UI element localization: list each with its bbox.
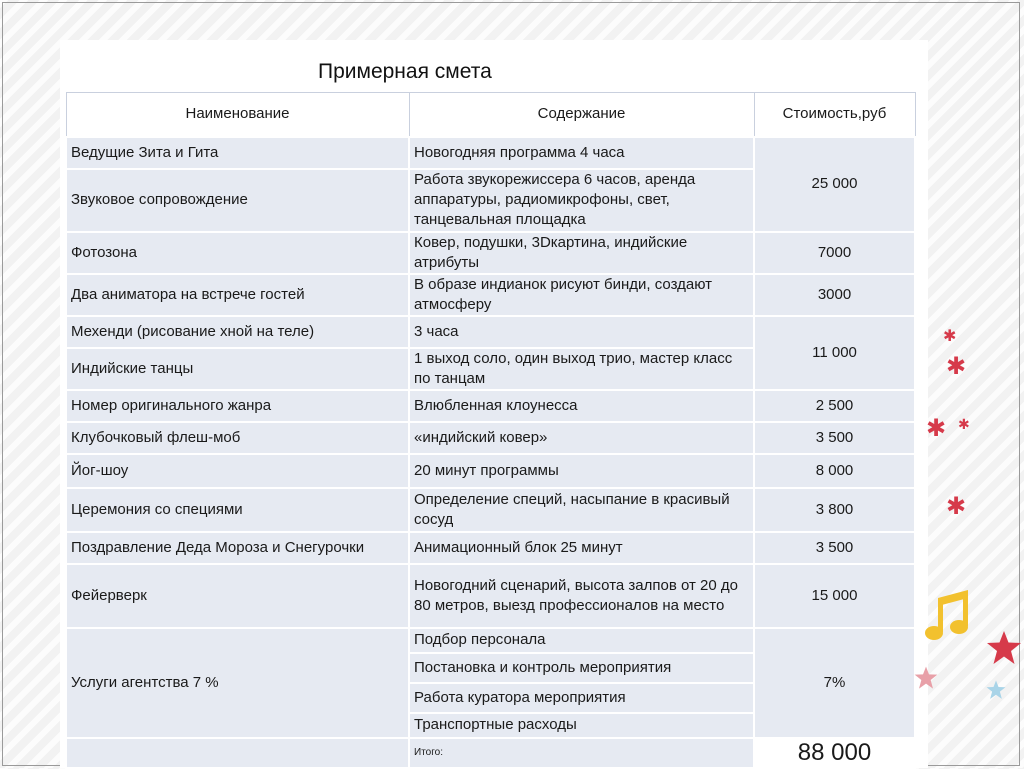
asterisk-icon: ✱	[926, 414, 947, 442]
table-row	[66, 532, 915, 564]
agency-item: Транспортные расходы	[409, 713, 754, 738]
table-row	[66, 137, 915, 169]
total-row	[66, 738, 915, 768]
row-content: Работа звукорежиссера 6 часов, аренда аппаратуры, радиомикрофоны, свет, танцевальная площадка	[409, 169, 754, 232]
row-content: В образе индианок рисуют бинди, создают атмосферу	[409, 274, 754, 316]
row-name: Поздравление Деда Мороза и Снегурочки	[66, 532, 409, 564]
agency-item: Работа куратора мероприятия	[409, 683, 754, 713]
estimate-table	[65, 92, 916, 769]
row-cost: 15 000	[754, 564, 915, 628]
row-content: Новогодняя программа 4 часа	[409, 137, 754, 169]
row-cost: 3 500	[754, 532, 915, 564]
asterisk-icon: ✱	[958, 417, 970, 433]
row-content: 3 часа	[409, 316, 754, 348]
total-label: Итого:	[409, 738, 754, 768]
row-cost: 25 000	[754, 137, 915, 232]
table-row	[66, 316, 915, 348]
row-cost: 3000	[754, 274, 915, 316]
asterisk-icon: ✱	[943, 326, 957, 345]
row-name: Йог-шоу	[66, 454, 409, 488]
row-content: «индийский ковер»	[409, 422, 754, 454]
row-cost: 3 500	[754, 422, 915, 454]
total-empty-cell	[66, 738, 409, 768]
column-header-cost: Стоимость,руб	[754, 93, 915, 137]
asterisk-icon: ✱	[946, 492, 967, 520]
row-cost: 11 000	[754, 316, 915, 390]
table-row	[66, 454, 915, 488]
row-content: 1 выход соло, один выход трио, мастер класс по танцам	[409, 348, 754, 390]
table-row	[66, 628, 915, 653]
table-row	[66, 564, 915, 628]
row-name: Церемония со специями	[66, 488, 409, 532]
row-name: Два аниматора на встрече гостей	[66, 274, 409, 316]
row-name: Звуковое сопровождение	[66, 169, 409, 232]
row-content: Новогодний сценарий, высота залпов от 20 до 80 метров, выезд профессионалов на место	[409, 564, 754, 628]
agency-cost: 7%	[754, 628, 915, 738]
agency-item: Подбор персонала	[409, 628, 754, 653]
row-content: Определение специй, насыпание в красивый сосуд	[409, 488, 754, 532]
star-icon	[986, 630, 1022, 666]
table-row	[66, 274, 915, 316]
row-cost: 7000	[754, 232, 915, 274]
agency-item: Постановка и контроль мероприятия	[409, 653, 754, 683]
table-row	[66, 488, 915, 532]
row-name: Фейерверк	[66, 564, 409, 628]
table-row	[66, 422, 915, 454]
row-name: Мехенди (рисование хной на теле)	[66, 316, 409, 348]
column-header-content: Содержание	[409, 93, 754, 137]
row-name: Фотозона	[66, 232, 409, 274]
music-note-icon	[924, 586, 974, 646]
star-icon	[986, 680, 1006, 700]
row-name: Номер оригинального жанра	[66, 390, 409, 422]
row-content: Влюбленная клоунесса	[409, 390, 754, 422]
star-icon	[914, 666, 938, 690]
row-content: Ковер, подушки, 3Dкартина, индийские атрибуты	[409, 232, 754, 274]
asterisk-icon: ✱	[946, 352, 967, 380]
table-row	[66, 232, 915, 274]
row-cost: 3 800	[754, 488, 915, 532]
row-name: Ведущие Зита и Гита	[66, 137, 409, 169]
row-name: Индийские танцы	[66, 348, 409, 390]
agency-name: Услуги агентства 7 %	[66, 628, 409, 738]
row-name: Клубочковый флеш-моб	[66, 422, 409, 454]
table-header-row	[66, 93, 915, 137]
row-content: Анимационный блок 25 минут	[409, 532, 754, 564]
table-row	[66, 390, 915, 422]
total-value: 88 000	[754, 738, 915, 768]
row-cost: 8 000	[754, 454, 915, 488]
row-cost: 2 500	[754, 390, 915, 422]
page-title: Примерная смета	[318, 60, 492, 83]
row-content: 20 минут программы	[409, 454, 754, 488]
column-header-name: Наименование	[66, 93, 409, 137]
